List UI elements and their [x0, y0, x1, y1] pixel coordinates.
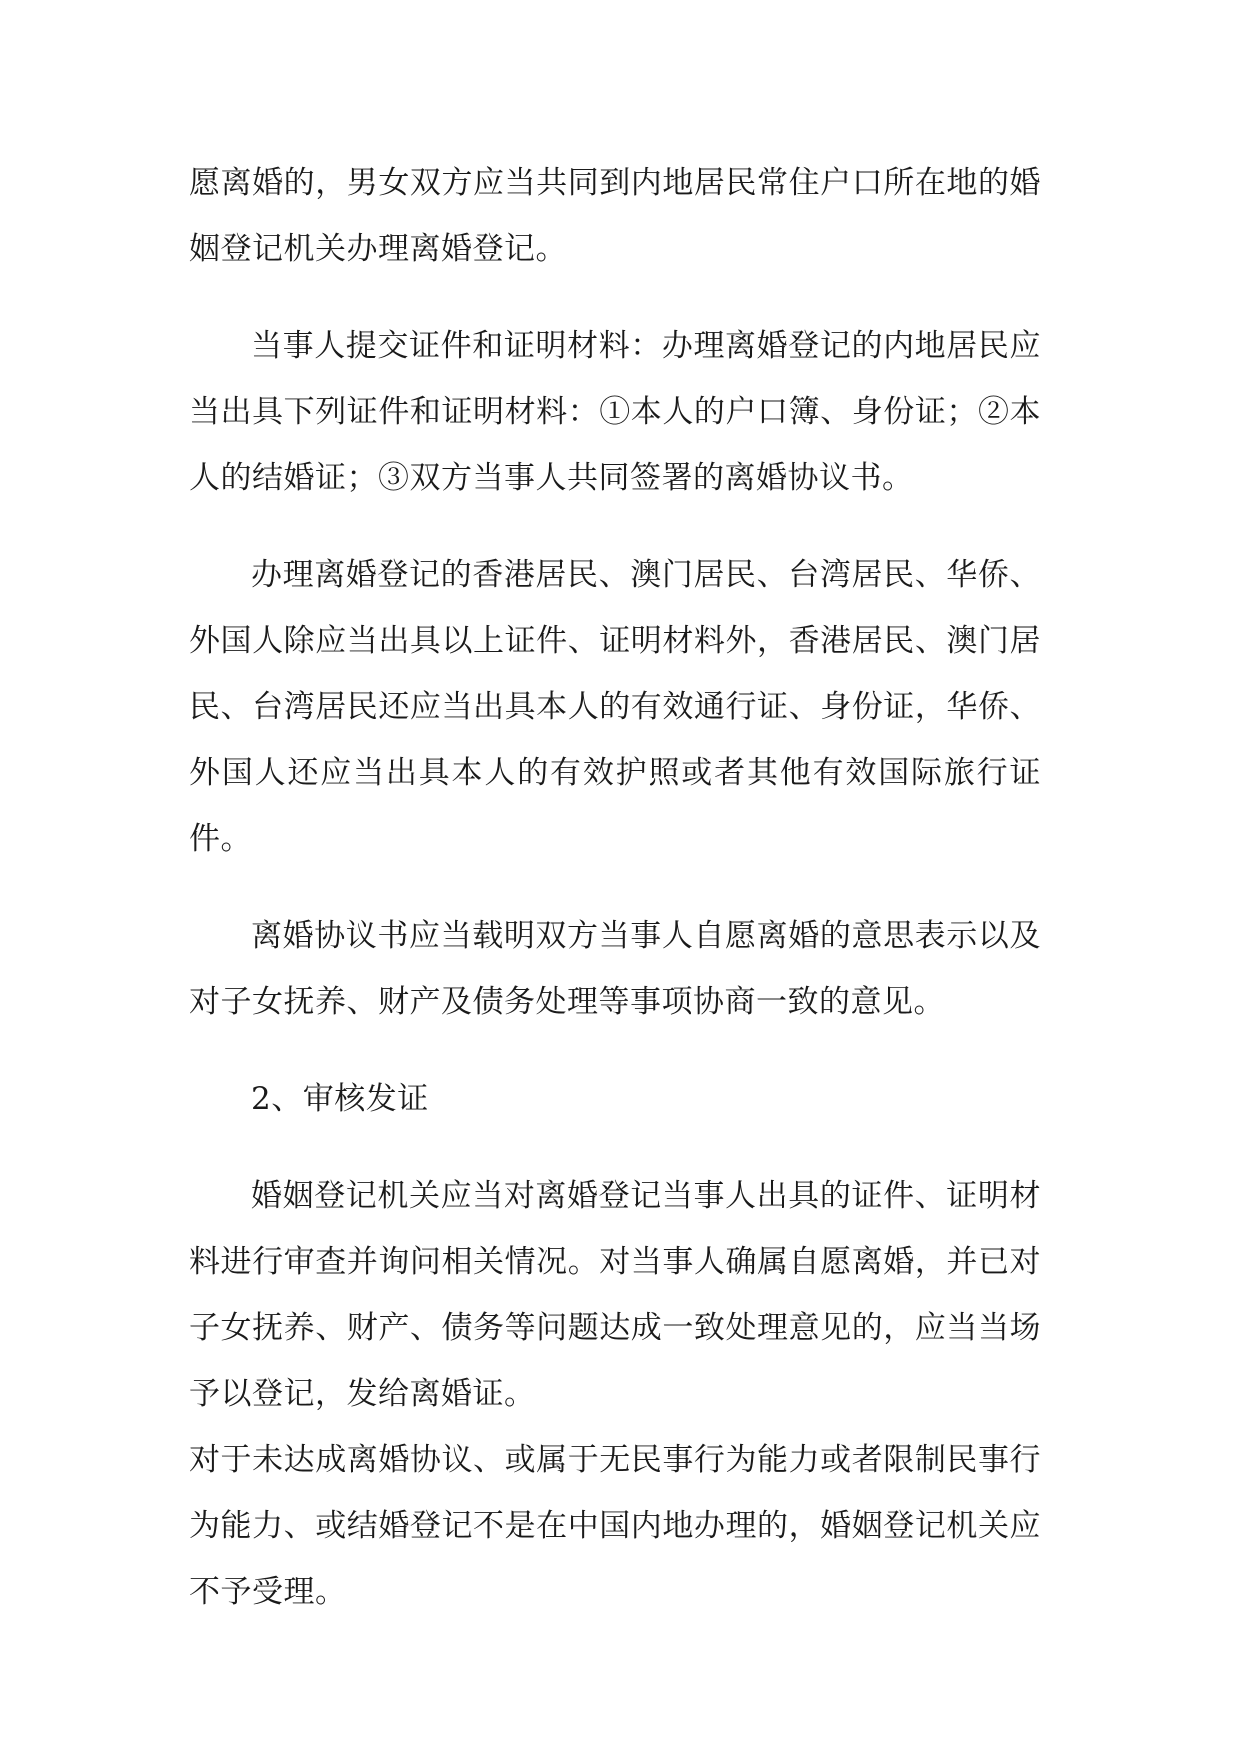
paragraph-continuation: 愿离婚的，男女双方应当共同到内地居民常住户口所在地的婚姻登记机关办理离婚登记。 [189, 165, 1041, 267]
paragraph-divorce-agreement: 离婚协议书应当载明双方当事人自愿离婚的意思表示以及对子女抚养、财产及债务处理等事项协商一致的意见。 [189, 918, 1041, 1020]
paragraph-review-issue: 婚姻登记机关应当对离婚登记当事人出具的证件、证明材料进行审查并询问相关情况。对当事人确属自愿离婚，并已对子女抚养、财产、债务等问题达成一致处理意见的，应当当场予以登记，发给离婚证。 [189, 1178, 1041, 1412]
paragraph-overseas-residents: 办理离婚登记的香港居民、澳门居民、台湾居民、华侨、外国人除应当出具以上证件、证明材料外，香港居民、澳门居民、台湾居民还应当出具本人的有效通行证、身份证，华侨、外国人还应当出具本人的有效护照或者其他有效国际旅行证件。 [189, 557, 1041, 857]
section-heading-review: 2、审核发证 [251, 1081, 429, 1117]
document-body [189, 150, 1041, 1656]
paragraph-materials: 当事人提交证件和证明材料：办理离婚登记的内地居民应当出具下列证件和证明材料：①本人的户口簿、身份证；②本人的结婚证；③双方当事人共同签署的离婚协议书。 [189, 328, 1041, 496]
paragraph-not-accepted: 对于未达成离婚协议、或属于无民事行为能力或者限制民事行为能力、或结婚登记不是在中国内地办理的，婚姻登记机关应不予受理。 [189, 1442, 1041, 1610]
